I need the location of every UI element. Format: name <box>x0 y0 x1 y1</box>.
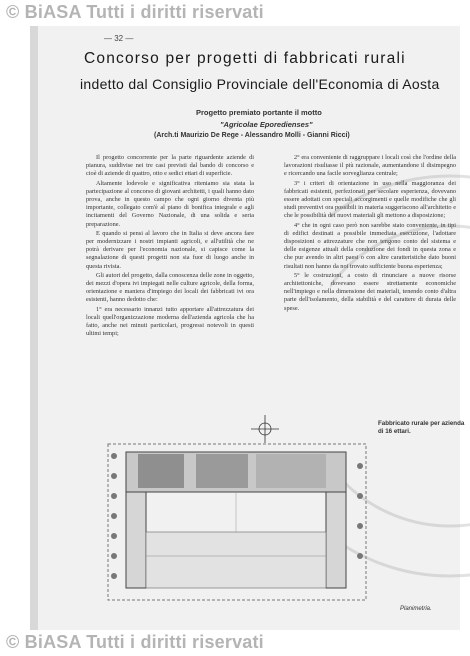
floor-plan-drawing <box>102 436 372 614</box>
compass-rose-icon <box>250 414 280 444</box>
paragraph: 1° era necessario innanzi tutto apportare all'attrezzatura dei locali quell'organizzazione moderna dell'azienda agricola che ha fatto, anche nei minuti particolari, progressi notevoli in questi ultimi tempi; <box>86 305 254 338</box>
page-spine-shadow <box>30 26 38 630</box>
paragraph: Altamente lodevole e significativa riteniamo sia stata la partecipazione al concorso di giovani architetti, i quali hanno dato prova, anche in questo campo che ogni giorno diventa più importante, collegato com'è al piano di bonifica integrale e agli incitamenti del Governo Nazionale, di una solida e seria preparazione. <box>86 179 254 228</box>
watermark-text: © BiASA Tutti i diritti riservati <box>6 632 264 652</box>
watermark-banner-bottom <box>0 630 470 656</box>
scanned-page <box>30 26 465 630</box>
paragraph: Gli autori del progetto, dalla conoscenza delle zone in oggetto, dei mezzi d'opera ivi impiegati nelle culture agricole, della forma, orientazione e maniera d'impiego dei locali dei fabbricati ivi ora esistenti, hanno dedotto che: <box>86 271 254 304</box>
paragraph: 4° che in ogni caso però non sarebbe stato conveniente, in tipi di edifici destinati a possibile immediata esecuzione, l'adottare disposizioni o attrezzature che non tengono conto del sistema e delle esigenze attuali della conduzione dei fondi in questa zona e che pur avendo in altri paesi o con altre caratteristiche dato buoni risultati non hanno da noi trovato sufficiente buona esperienza; <box>284 221 456 270</box>
article-title-line1: Concorso per progetti di fabbricati rurali <box>84 50 406 67</box>
article-title-line2: indetto dal Consiglio Provinciale dell'Economia di Aosta <box>80 76 440 92</box>
paragraph: 5° le costruzioni, a costo di rinunciare a nuove risorse architettoniche, dovevano essere strettamente economiche nell'impiego e nella dimensione dei materiali, tenendo conto d'altra parte dell'isolamento, della stabilità e del carattere di durata delle spese. <box>284 271 456 312</box>
paragraph: 2° era conveniente di raggruppare i locali così che l'ordine della lavorazioni risultasse il più razionale, aumentandone il disimpegno e ricercando una facile sorveglianza centrale; <box>284 154 456 178</box>
paragraph: Il progetto concorrente per la parte riguardente aziende di pianura, suddivise nei tre casi previsti dal bando di concorso e cioè di aziende di quattro, otto e sedici ettari di superficie. <box>86 154 254 178</box>
figure-caption: Fabbricato rurale per azienda di 16 ettari. <box>378 420 465 435</box>
right-text-column <box>284 154 456 314</box>
watermark-text: © BiASA Tutti i diritti riservati <box>6 2 264 22</box>
article-motto: "Agricolae Eporedienses" <box>220 120 313 129</box>
article-authors: (Arch.ti Maurizio De Rege - Alessandro Molli - Gianni Ricci) <box>154 132 350 139</box>
paragraph: E quando si pensi al lavoro che in Italia si deve ancora fare per modernizzare i nostri impianti agricoli, e all'utilità che ne potrà derivare per l'economia nazionale, si capisce come la segnalazione di questi progetti non sia fuor di luogo anche in questa rivista. <box>86 229 254 270</box>
figure-label: Planimetria. <box>400 606 432 612</box>
page-number: — 32 — <box>104 34 134 43</box>
paragraph: 3° i criteri di orientazione in uso nella maggioranza dei fabbricati esistenti, perfezionati per secolare esperienza, dovevano essere adottati con speciali accorgimenti e quelle modifiche che gli studi preventivi ora possibili in materia suggeriscono all'architetto e che le possibilità dei nuovi materiali gli mettono a disposizione; <box>284 179 456 220</box>
left-text-column <box>86 154 254 339</box>
article-subtitle: Progetto premiato portante il motto <box>196 108 322 117</box>
watermark-banner-top <box>0 0 470 26</box>
